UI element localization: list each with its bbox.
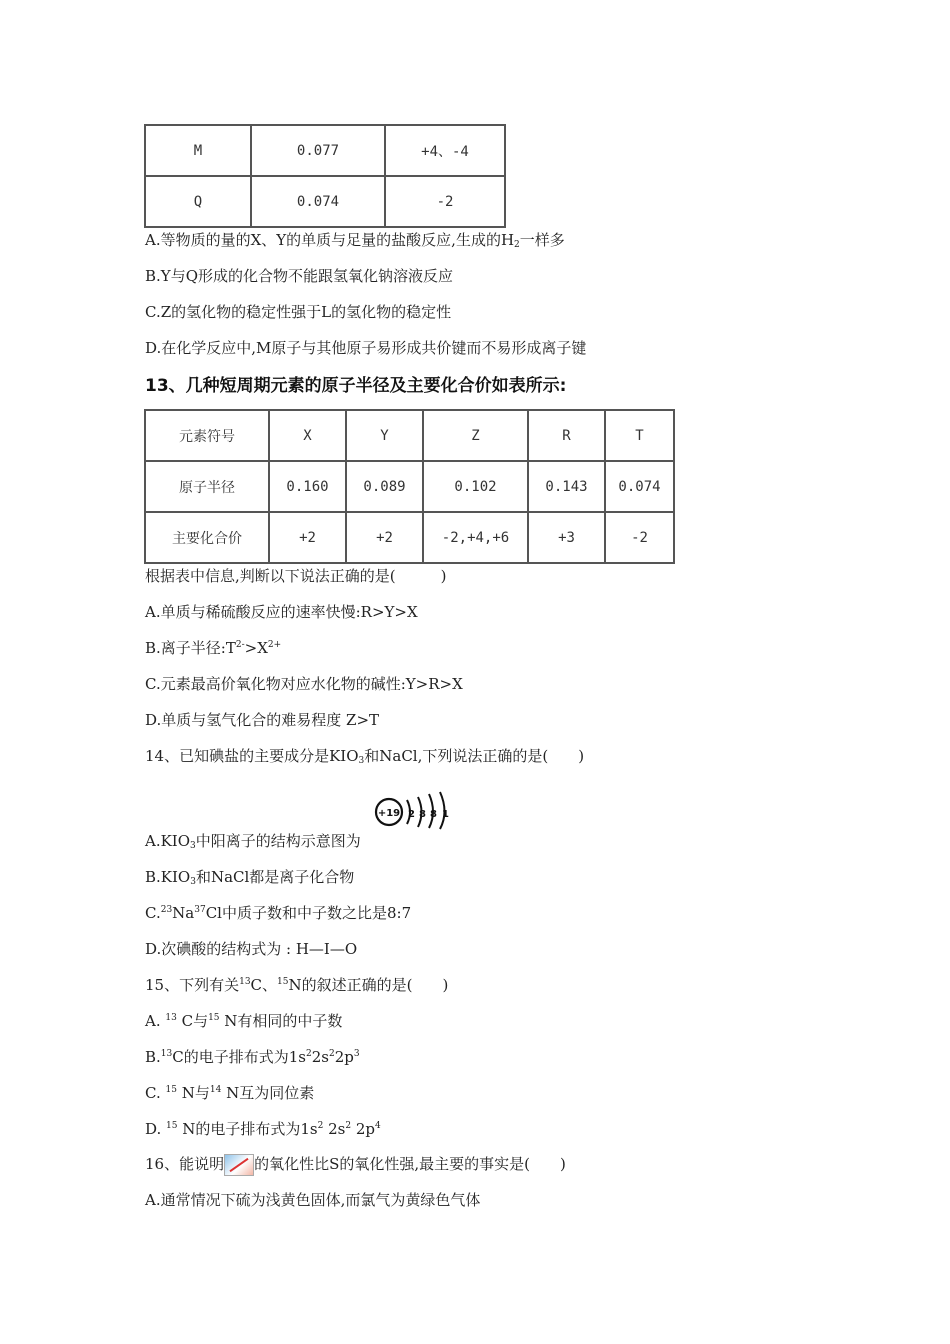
- q13-stem: 根据表中信息,判断以下说法正确的是( ): [145, 567, 447, 585]
- table-row: [145, 176, 505, 227]
- table-cell: 0.160: [269, 461, 346, 512]
- q14-option-c: C.$^{23}$Na$^{37}$Cl中质子数和中子数之比是8:7: [145, 904, 412, 922]
- table-row: [145, 461, 674, 512]
- table-cell: Y: [346, 410, 423, 461]
- table-cell: 元素符号: [145, 410, 269, 461]
- q13-option-d: D.单质与氢气化合的难易程度 Z>T: [145, 711, 380, 729]
- table-cell: 0.089: [346, 461, 423, 512]
- q15-option-c: C. $^{15}$ N与$^{14}$ N互为同位素: [145, 1084, 315, 1102]
- q13-title: 13、几种短周期元素的原子半径及主要化合价如表所示:: [145, 376, 567, 396]
- table-cell: Z: [423, 410, 528, 461]
- atom-nucleus-label: +19: [377, 808, 401, 819]
- atom-structure-diagram: [374, 788, 454, 830]
- shell-count: 8: [419, 809, 426, 820]
- table-cell: 0.077: [251, 125, 385, 176]
- table-cell: 0.143: [528, 461, 605, 512]
- q15-option-a: A. $^{13}$ C与$^{15}$ N有相同的中子数: [145, 1012, 343, 1030]
- table-cell: +2: [346, 512, 423, 563]
- q16-option-a: A.通常情况下硫为浅黄色固体,而氯气为黄绿色气体: [145, 1191, 481, 1209]
- q16-title: 16、能说明 的氧化性比S的氧化性强,最主要的事实是( ): [145, 1153, 566, 1176]
- table-cell: -2: [605, 512, 674, 563]
- table-cell: -2: [385, 176, 505, 227]
- q15-option-b: B.$^{13}$C的电子排布式为$1s^22s^22p^3$: [145, 1048, 360, 1066]
- table-cell: 主要化合价: [145, 512, 269, 563]
- table-cell: +4、-4: [385, 125, 505, 176]
- table-cell: 0.074: [605, 461, 674, 512]
- table-cell: 0.074: [251, 176, 385, 227]
- q12-option-a: A.等物质的量的X、Y的单质与足量的盐酸反应,生成的$H_2$一样多: [145, 231, 565, 250]
- shell-count: 2: [408, 809, 415, 820]
- table-cell: -2,+4,+6: [423, 512, 528, 563]
- table-cell: T: [605, 410, 674, 461]
- table-cell: X: [269, 410, 346, 461]
- table-row: [145, 410, 674, 461]
- q13-option-c: C.元素最高价氧化物对应水化物的碱性:Y>R>X: [145, 675, 463, 693]
- q14-option-d: D.次碘酸的结构式为 : H—I—O: [145, 940, 358, 958]
- shell-count: 1: [442, 809, 449, 820]
- table-cell: R: [528, 410, 605, 461]
- q15-option-d: D. $^{15}$ N的电子排布式为$1s^2$ $2s^2$ $2p^4$: [145, 1120, 381, 1138]
- table-cell: Q: [145, 176, 251, 227]
- q12-option-b: B.Y与Q形成的化合物不能跟氢氧化钠溶液反应: [145, 267, 453, 285]
- q14-title: 14、已知碘盐的主要成分是$KIO_3$和NaCl,下列说法正确的是( ): [145, 747, 585, 766]
- q12-option-d: D.在化学反应中,M原子与其他原子易形成共价键而不易形成离子键: [145, 339, 587, 357]
- q13-option-a: A.单质与稀硫酸反应的速率快慢:R>Y>X: [145, 603, 418, 621]
- q13-option-b: B.离子半径$:T^{2-}>X^{2+}$: [145, 639, 282, 657]
- element-table-q13: [144, 409, 675, 564]
- table-row: [145, 125, 505, 176]
- table-cell: +2: [269, 512, 346, 563]
- table-row: [145, 512, 674, 563]
- q14-option-a: $A.KIO_3$中阳离子的结构示意图为: [145, 832, 361, 851]
- table-cell: M: [145, 125, 251, 176]
- broken-image-icon: [224, 1154, 254, 1176]
- table-cell: 0.102: [423, 461, 528, 512]
- q12-option-c: C.Z的氢化物的稳定性强于L的氢化物的稳定性: [145, 303, 452, 321]
- q14-option-b: $B.KIO_3$和NaCl都是离子化合物: [145, 868, 355, 887]
- q15-title: 15、下列有关$^{13}$C、$^{15}$N的叙述正确的是( ): [145, 976, 449, 994]
- element-table-continued: [144, 124, 506, 228]
- table-cell: +3: [528, 512, 605, 563]
- shell-count: 8: [430, 809, 437, 820]
- table-cell: 原子半径: [145, 461, 269, 512]
